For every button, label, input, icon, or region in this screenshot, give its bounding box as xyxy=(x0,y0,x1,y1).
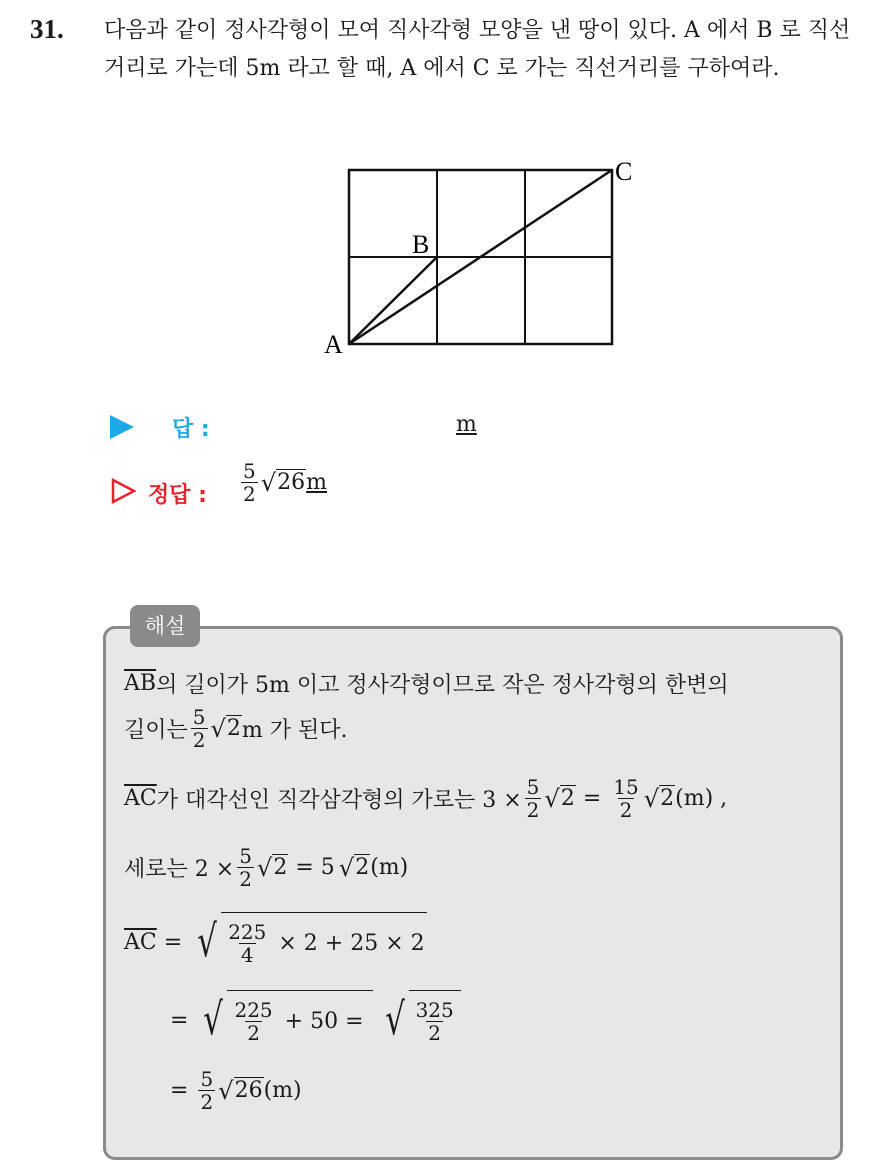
equals: = xyxy=(575,786,609,811)
label-c: C xyxy=(615,157,633,186)
question-number: 31. xyxy=(30,14,64,44)
big-sqrt: √ $\frac{225}{4}$ × 2 + 25 × 2 xyxy=(193,912,426,972)
answer-row xyxy=(110,410,710,446)
correct-value xyxy=(238,460,327,505)
correct-label: 정답 : xyxy=(148,483,207,508)
label-b: B xyxy=(412,230,430,259)
radicand: 2 xyxy=(355,854,370,880)
radicand: 2 xyxy=(226,715,241,741)
segment-ab-label: $\overline{AB}$ xyxy=(124,671,157,696)
equals: = xyxy=(170,1078,196,1103)
solution-line-3-after: (m) , xyxy=(675,786,728,811)
frac-num: 325 xyxy=(415,998,454,1022)
frac-num: 5 xyxy=(192,705,206,729)
correct-fraction xyxy=(241,460,258,505)
equals: = xyxy=(156,929,190,955)
frac-den: 2 xyxy=(239,867,252,891)
solution-line-2: 길이는 $\frac{5}{2}$ √ 2 m 가 된다. xyxy=(124,705,348,752)
correct-answer-row xyxy=(110,458,710,528)
solution-line-1-text: 의 길이가 5m 이고 정사각형이므로 작은 정사각형의 한변의 xyxy=(156,673,729,698)
solution-tab: 해설 xyxy=(130,605,200,647)
frac-num: 225 xyxy=(234,998,273,1022)
answer-label: 답 : xyxy=(172,417,210,442)
radicand: 2 xyxy=(273,854,288,880)
solution-line-4: 세로는 2 × $\frac{5}{2}$ √ 2 = 5 √ 2 (m) xyxy=(124,844,409,891)
segment-ac-label: $\overline{AC}$ xyxy=(124,786,157,811)
radicand: 2 xyxy=(560,785,575,811)
frac-num: 15 xyxy=(613,775,639,799)
frac-den: 2 xyxy=(526,798,540,822)
answer-unit: m xyxy=(456,412,477,437)
correct-frac-den: 2 xyxy=(243,482,256,506)
label-a: A xyxy=(324,330,343,359)
frac-num: 5 xyxy=(239,844,252,868)
big-sqrt: √ $\frac{325}{2}$ xyxy=(381,990,461,1050)
frac-den: 2 xyxy=(247,1021,260,1045)
frac-den: 2 xyxy=(619,798,633,822)
frac-num: 5 xyxy=(526,775,540,799)
solution-line-7-after: (m) xyxy=(263,1078,302,1103)
solution-line-3-text: 가 대각선인 직각삼각형의 가로는 3 × xyxy=(156,788,522,813)
solution-line-4-after: (m) xyxy=(370,855,409,880)
play-icon xyxy=(110,415,134,439)
outline-play-icon xyxy=(110,478,136,504)
correct-frac-num: 5 xyxy=(243,459,256,483)
correct-radicand: 26 xyxy=(277,469,306,495)
equals: = 5 xyxy=(288,855,335,880)
frac-den: 2 xyxy=(192,728,206,752)
solution-line-6 xyxy=(170,990,465,1050)
correct-unit: m xyxy=(306,470,328,495)
solution-line-3: $\overline{AC}$ 가 대각선인 직각삼각형의 가로는 3 × $\frac{5}{2}$ √ 2 = $\frac{15}{2}$ √ 2 (m) , xyxy=(124,775,728,822)
radicand-rest: + 50 = xyxy=(277,1009,371,1034)
correct-sqrt: √ 26 xyxy=(260,468,306,497)
big-sqrt: √ $\frac{225}{2}$ + 50 = xyxy=(199,990,372,1050)
solution-line-1 xyxy=(124,668,729,699)
radicand: 26 xyxy=(234,1077,263,1103)
solution-line-7: = $\frac{5}{2}$ √ 26 (m) xyxy=(170,1067,302,1114)
frac-num: 5 xyxy=(200,1067,214,1091)
frac-den: 4 xyxy=(240,943,254,967)
segment-ab xyxy=(349,257,437,344)
frac-num: 225 xyxy=(228,920,267,944)
equals: = xyxy=(170,1007,196,1033)
frac-den: 2 xyxy=(200,1090,214,1114)
solution-line-2-text: 길이는 xyxy=(124,718,188,743)
frac-den: 2 xyxy=(428,1021,442,1045)
radicand: 2 xyxy=(660,785,675,811)
grid-figure xyxy=(318,150,658,365)
question-text: 다음과 같이 정사각형이 모여 직사각형 모양을 낸 땅이 있다. A 에서 B 로 직선거리로 가는데 5m 라고 할 때, A 에서 C 로 가는 직선거리를 구하여라. xyxy=(104,18,851,81)
solution-line-5 xyxy=(124,912,431,972)
radicand-rest: × 2 + 25 × 2 xyxy=(271,931,425,956)
solution-line-2-after: m 가 된다. xyxy=(241,718,348,743)
segment-ac-label: $\overline{AC}$ xyxy=(124,929,157,955)
solution-line-4-text: 세로는 2 × xyxy=(124,857,235,882)
